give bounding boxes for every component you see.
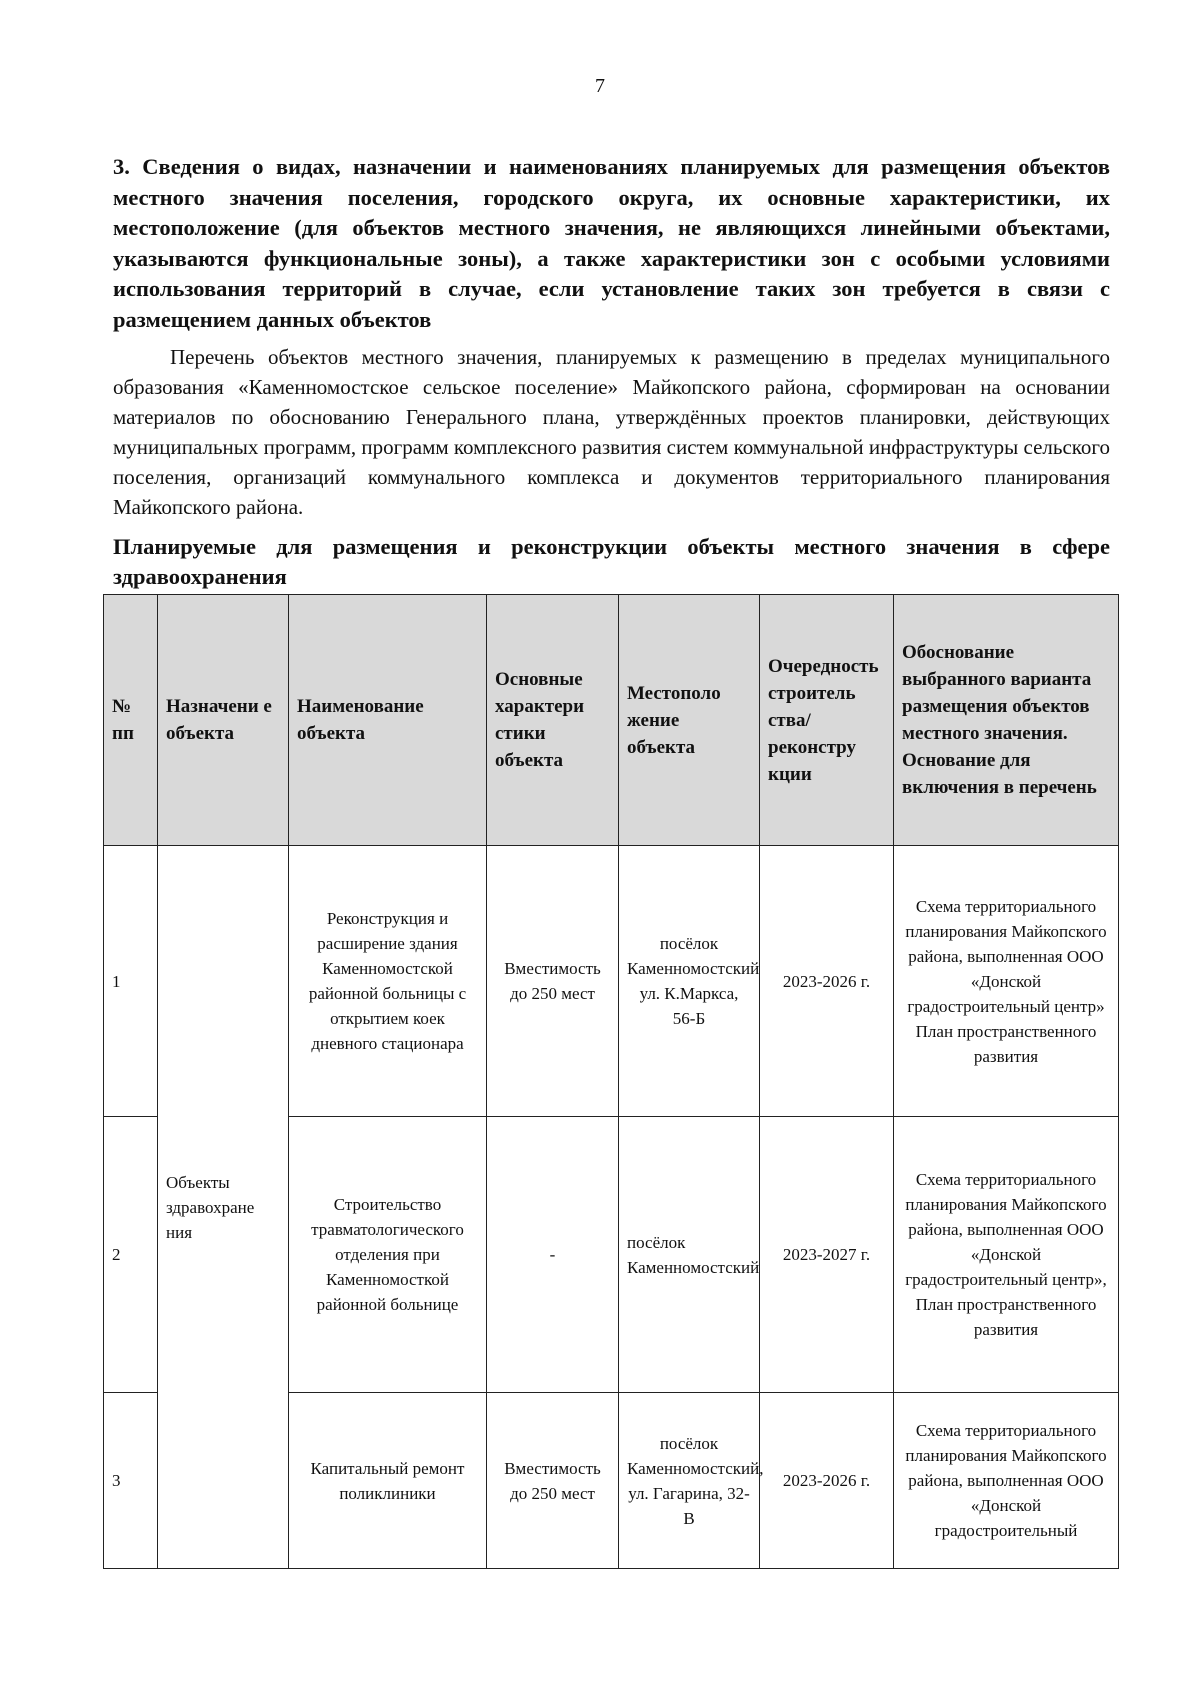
object-location: посёлок Каменномостский (619, 1117, 760, 1393)
table-header-row (104, 595, 1119, 846)
header-characteristics: Основные характери стики объекта (487, 595, 619, 846)
object-characteristics: - (487, 1117, 619, 1393)
table-row (104, 846, 1119, 1117)
object-location: посёлок Каменномостский ул. К.Маркса, 56-Б (619, 846, 760, 1117)
header-purpose: Назначени е объекта (158, 595, 289, 846)
row-number: 3 (104, 1393, 158, 1569)
row-number: 1 (104, 846, 158, 1117)
object-characteristics: Вместимость до 250 мест (487, 846, 619, 1117)
object-timing: 2023-2026 г. (760, 846, 894, 1117)
object-name: Реконструкция и расширение здания Каменномостской районной больницы с открытием коек дневного стационара (289, 846, 487, 1117)
object-timing: 2023-2026 г. (760, 1393, 894, 1569)
header-timing: Очередность строитель ства/ реконстру кции (760, 595, 894, 846)
row-number: 2 (104, 1117, 158, 1393)
object-timing: 2023-2027 г. (760, 1117, 894, 1393)
header-number: № пп (104, 595, 158, 846)
object-justification: Схема территориального планирования Майкопского района, выполненная ООО «Донской градостроительный центр» План пространственного развития (894, 846, 1119, 1117)
header-location: Местополо жение объекта (619, 595, 760, 846)
object-justification: Схема территориального планирования Майкопского района, выполненная ООО «Донской градостроительный центр», План пространственного развития (894, 1117, 1119, 1393)
page-number: 7 (595, 75, 605, 97)
object-characteristics: Вместимость до 250 мест (487, 1393, 619, 1569)
object-purpose: Объекты здравохране ния (158, 846, 289, 1569)
header-justification: Обоснование выбранного варианта размещения объектов местного значения. Основание для включения в перечень (894, 595, 1119, 846)
table-title: Планируемые для размещения и реконструкции объекты местного значения в сфере здравоохранения (113, 534, 1110, 589)
object-name: Строительство травматологического отделения при Каменномосткой районной больнице (289, 1117, 487, 1393)
object-name: Капитальный ремонт поликлиники (289, 1393, 487, 1569)
intro-paragraph: Перечень объектов местного значения, планируемых к размещению в пределах муниципального образования «Каменномостское сельское поселение» Майкопского района, сформирован на основании материалов по обоснованию Генерального плана, утверждённых проектов планировки, действующих муниципальных программ, программ комплексного развития систем коммунальной инфраструктуры сельского поселения, организаций коммунального комплекса и документов территориального планирования Майкопского района. (113, 345, 1110, 519)
section-heading: 3. Сведения о видах, назначении и наименованиях планируемых для размещения объектов местного значения поселения, городского округа, их основные характеристики, их местоположение (для объектов местного значения, не являющихся линейными объектами, указываются функциональные зоны), а также характеристики зон с особыми условиями использования территорий в случае, если установление таких зон требуется в связи с размещением данных объектов (113, 154, 1110, 332)
header-name: Наименование объекта (289, 595, 487, 846)
healthcare-objects-table (103, 594, 1119, 1569)
object-justification: Схема территориального планирования Майкопского района, выполненная ООО «Донской градостроительный (894, 1393, 1119, 1569)
object-location: посёлок Каменномостский, ул. Гагарина, 32-В (619, 1393, 760, 1569)
